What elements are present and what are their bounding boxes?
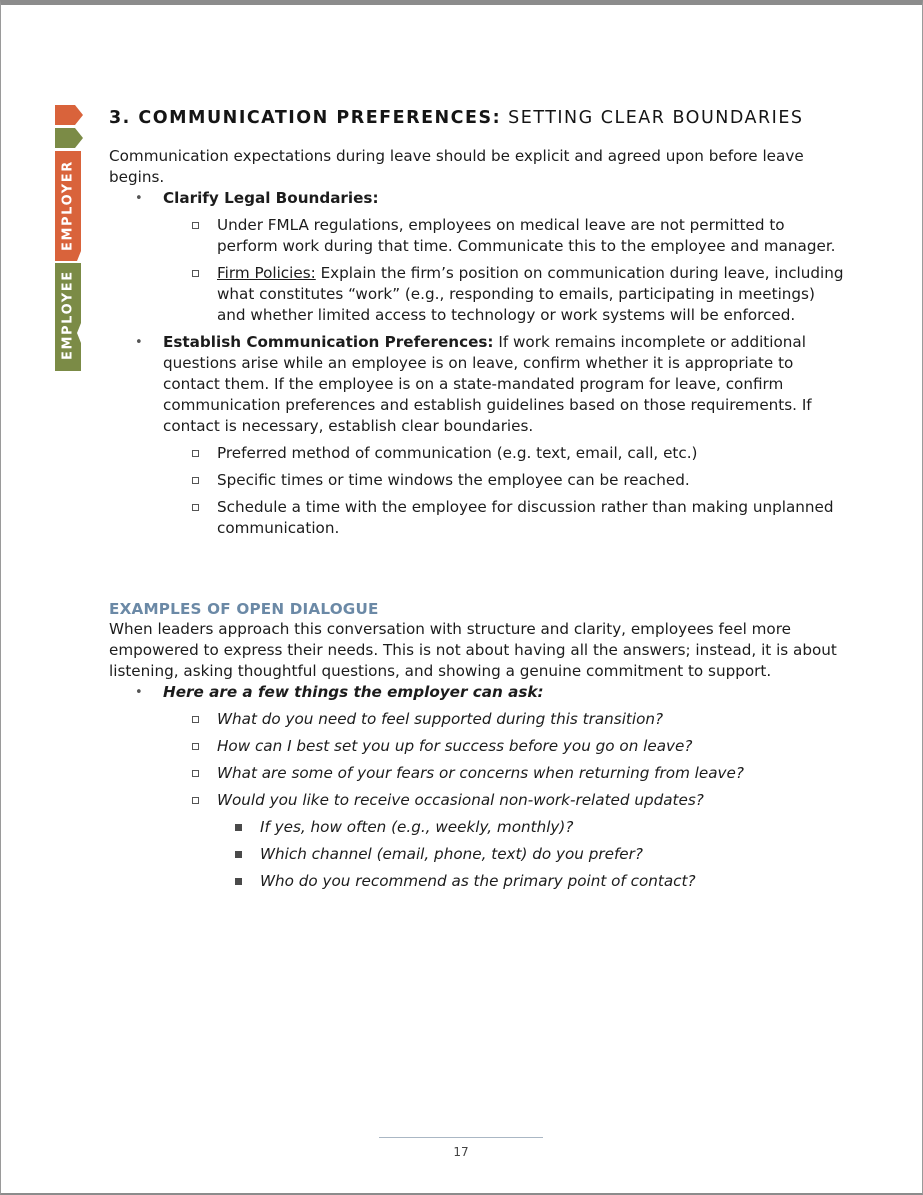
sub-question-item <box>217 817 844 838</box>
question-text: What are some of your fears or concerns when returning from leave? <box>217 764 744 782</box>
legal-label: Clarify Legal Boundaries: <box>163 189 379 207</box>
examples-heading: EXAMPLES OF OPEN DIALOGUE <box>109 600 379 618</box>
questions-block <box>109 682 844 892</box>
questions-list <box>163 709 844 892</box>
question-item <box>163 763 844 784</box>
firm-policies-label: Firm Policies: <box>217 264 316 282</box>
page-number: 17 <box>453 1145 469 1159</box>
question-item <box>163 790 844 892</box>
legal-block <box>109 188 844 326</box>
question-item <box>163 736 844 757</box>
employer-label: EMPLOYER <box>60 160 76 252</box>
sub-question-text: Which channel (email, phone, text) do you prefer? <box>260 845 643 863</box>
prefs-item <box>163 497 844 539</box>
square-bullet <box>192 770 199 777</box>
examples-body: When leaders approach this conversation with structure and clarity, employees feel more empowered to express their needs. This is not about having all the answers; instead, it is about listening, asking thoughtful questions, and showing a genuine commitment to support. <box>109 620 837 680</box>
filled-square-bullet <box>235 878 242 885</box>
sub-questions-list <box>217 817 844 892</box>
prefs-label: Establish Communication Preferences: <box>163 333 494 351</box>
legal-item-text: Explain the firm’s position on communication during leave, including what constitutes “work” (e.g., responding to emails, participating in meetings) and whether limited access to technology or work systems will be enforced. <box>217 264 844 324</box>
ask-label: Here are a few things the employer can ask: <box>163 683 544 701</box>
filled-square-bullet <box>235 851 242 858</box>
legal-items <box>163 215 844 326</box>
prefs-item <box>163 443 844 464</box>
sub-question-item <box>217 844 844 865</box>
question-text: What do you need to feel supported during this transition? <box>217 710 664 728</box>
square-bullet <box>192 450 199 457</box>
section-subtitle: SETTING CLEAR BOUNDARIES <box>508 108 804 128</box>
side-tab <box>55 105 83 375</box>
prefs-text: If work remains incomplete or additional questions arise while an employee is on leave, confirm whether it is appropriate to contact them. If the employee is on a state-mandated program for leave, confirm communication preferences and establish guidelines based on those requirements. If contact is necessary, establish clear boundaries. <box>163 333 812 435</box>
legal-item <box>163 215 844 257</box>
prefs-item-text: Preferred method of communication (e.g. text, email, call, etc.) <box>217 444 698 462</box>
employer-arrow-cap <box>55 105 83 125</box>
question-item <box>163 709 844 730</box>
bullet-dot: • <box>135 191 143 206</box>
section-heading <box>109 105 844 131</box>
square-bullet <box>192 797 199 804</box>
prefs-item-text: Schedule a time with the employee for discussion rather than making unplanned communication. <box>217 498 834 537</box>
employee-label: EMPLOYEE <box>60 270 76 360</box>
footer-rule <box>379 1137 543 1138</box>
bullet-dot: • <box>135 685 143 700</box>
square-bullet <box>192 477 199 484</box>
square-bullet <box>192 716 199 723</box>
filled-square-bullet <box>235 824 242 831</box>
legal-item-text: Under FMLA regulations, employees on medical leave are not permitted to perform work during that time. Communicate this to the employee and manager. <box>217 216 836 255</box>
content <box>109 105 844 898</box>
sub-question-text: Who do you recommend as the primary point of contact? <box>260 872 696 890</box>
square-bullet <box>192 270 199 277</box>
prefs-bullet <box>109 332 844 539</box>
prefs-block <box>109 332 844 539</box>
employee-arrow-cap <box>55 128 83 148</box>
legal-item <box>163 263 844 326</box>
prefs-items <box>163 443 844 539</box>
square-bullet <box>192 743 199 750</box>
section-number-title: 3. COMMUNICATION PREFERENCES: <box>109 108 502 128</box>
bullet-dot: • <box>135 335 143 350</box>
prefs-item <box>163 470 844 491</box>
prefs-item-text: Specific times or time windows the employee can be reached. <box>217 471 690 489</box>
section-intro: Communication expectations during leave should be explicit and agreed upon before leave begins. <box>109 147 804 186</box>
square-bullet <box>192 504 199 511</box>
sub-question-item <box>217 871 844 892</box>
legal-bullet <box>109 188 844 326</box>
sub-question-text: If yes, how often (e.g., weekly, monthly)? <box>260 818 574 836</box>
square-bullet <box>192 222 199 229</box>
ask-bullet <box>109 682 844 892</box>
question-text: How can I best set you up for success before you go on leave? <box>217 737 693 755</box>
question-text: Would you like to receive occasional non-work-related updates? <box>217 791 704 809</box>
